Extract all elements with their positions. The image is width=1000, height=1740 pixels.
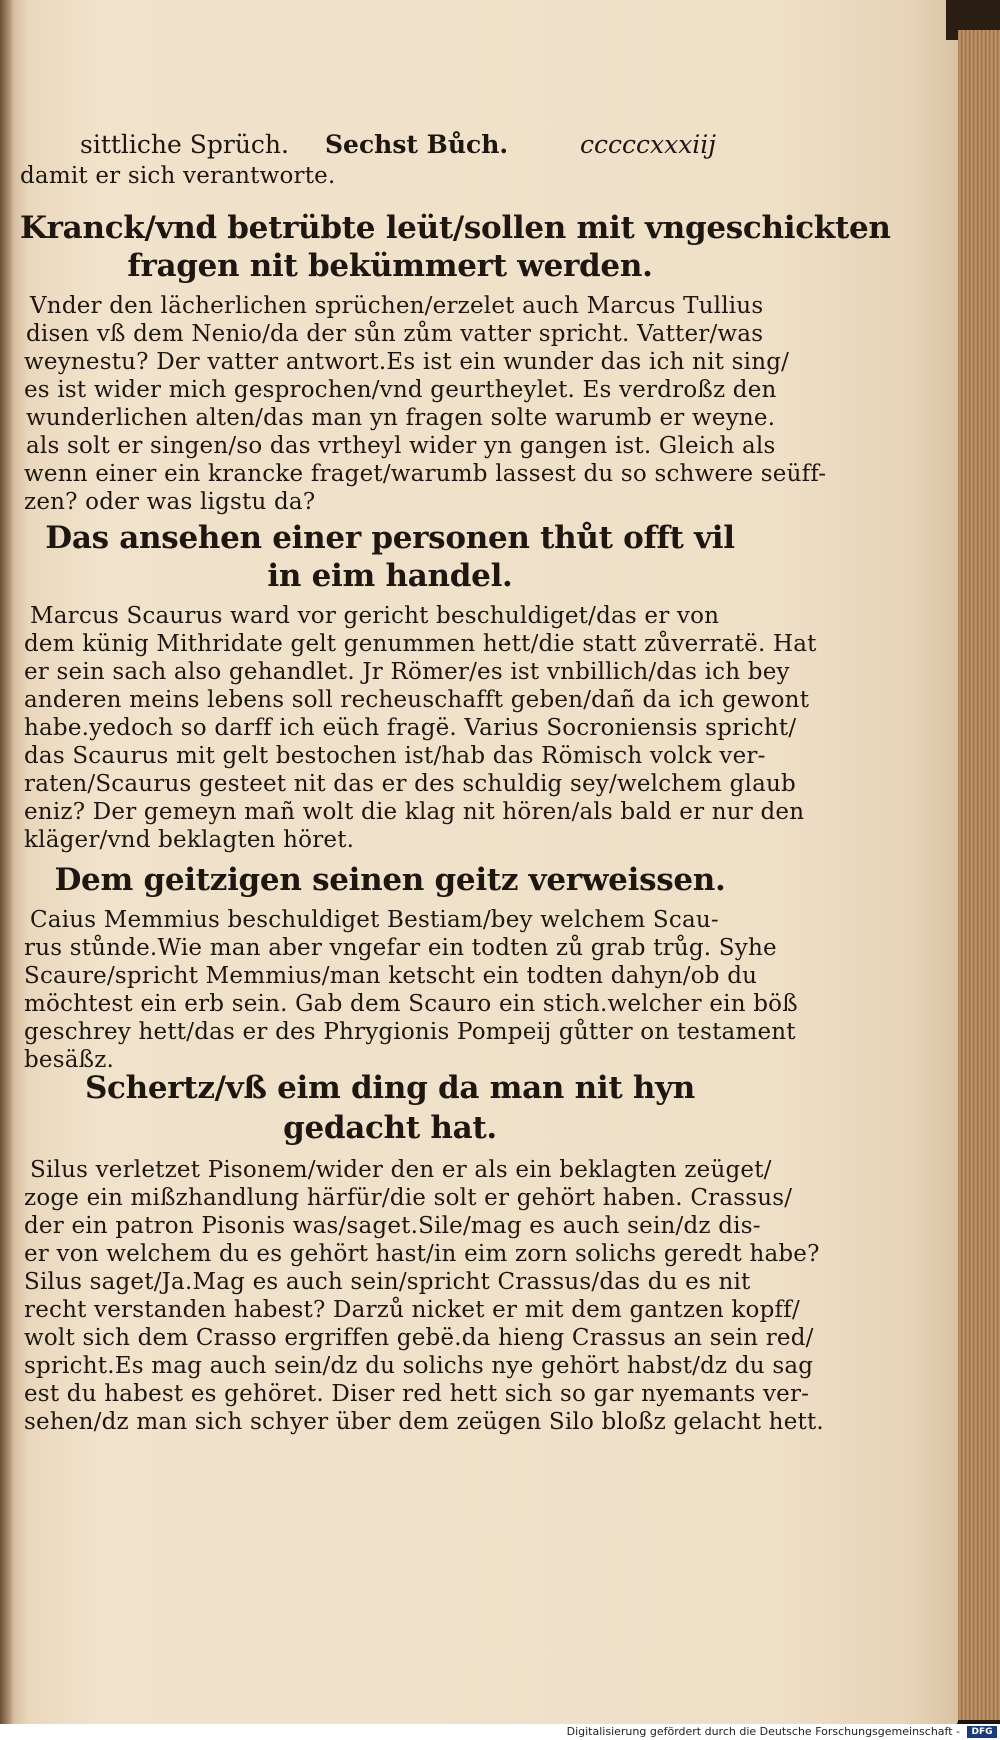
text-line: disen vß dem Nenio/da der sůn zům vatter spricht. Vatter/was [26,321,764,347]
section-heading: gedacht hat. [283,1110,497,1146]
text-line: Silus verletzet Pisonem/wider den er als ein beklagten zeüget/ [30,1157,772,1183]
text-line: besäßz. [24,1047,115,1073]
text-line: kläger/vnd beklagten höret. [24,827,355,853]
text-line: raten/Scaurus gesteet nit das er des schuldig sey/welchem glaub [24,771,796,797]
page-number: cccccxxxiij [580,130,717,159]
section-heading: fragen nit bekümmert werden. [127,248,653,284]
running-head-center: Sechst Bůch. [325,130,509,159]
text-line: wunderlichen alten/das man yn fragen solte warumb er weyne. [26,405,776,431]
text-line: spricht.Es mag auch sein/dz du solichs nye gehört habst/dz du sag [24,1353,814,1379]
text-line: recht verstanden habest? Darzů nicket er mit dem gantzen kopff/ [24,1297,800,1323]
text-line: habe.yedoch so darff ich eüch fragë. Varius Socroniensis spricht/ [24,715,797,741]
text-line: Caius Memmius beschuldiget Bestiam/bey welchem Scau- [30,907,719,933]
footer-credit: Digitalisierung gefördert durch die Deutsche Forschungsgemeinschaft - [566,1725,960,1738]
text-line: est du habest es gehöret. Diser red hett sich so gar nyemants ver- [24,1381,810,1407]
text-line: zen? oder was ligstu da? [24,489,316,515]
section-heading: in eim handel. [267,558,513,594]
text-line: das Scaurus mit gelt bestochen ist/hab das Römisch volck ver- [24,743,766,769]
text-line: damit er sich verantworte. [20,163,336,189]
section-heading: Schertz/vß eim ding da man nit hyn [84,1070,696,1106]
text-line: dem künig Mithridate gelt genummen hett/die statt zůverratë. Hat [24,631,817,657]
text-line: Vnder den lächerlichen sprüchen/erzelet auch Marcus Tullius [30,293,764,319]
text-line: es ist wider mich gesprochen/vnd geurtheylet. Es verdroßz den [24,377,777,403]
text-line: weynestu? Der vatter antwort.Es ist ein wunder das ich nit sing/ [24,349,790,375]
text-line: wenn einer ein krancke fraget/warumb lassest du so schwere seüff- [24,461,827,487]
text-line: wolt sich dem Crasso ergriffen gebë.da hieng Crassus an sein red/ [24,1325,814,1351]
text-line: Silus saget/Ja.Mag es auch sein/spricht Crassus/das du es nit [24,1269,751,1295]
running-head-left: sittliche Sprüch. [80,130,289,159]
section-heading: Das ansehen einer personen thůt offt vil [45,520,735,556]
page-text [20,0,891,1724]
text-line: geschrey hett/das er des Phrygionis Pompeij gůtter on testament [24,1019,796,1045]
text-line: der ein patron Pisonis was/saget.Sile/mag es auch sein/dz dis- [24,1213,761,1239]
section-heading: Kranck/vnd betrübte leüt/sollen mit vngeschickten [20,210,891,246]
text-line: Scaure/spricht Memmius/man ketscht ein todten dahyn/ob du [24,963,758,989]
text-line: er von welchem du es gehört hast/in eim zorn solichs geredt habe? [24,1241,820,1267]
text-line: sehen/dz man sich schyer über dem zeügen Silo bloßz gelacht hett. [24,1409,824,1435]
text-line: zoge ein mißzhandlung härfür/die solt er gehört haben. Crassus/ [24,1185,793,1211]
text-line: Marcus Scaurus ward vor gericht beschuldiget/das er von [30,603,720,629]
fore-edge [958,30,1000,1720]
text-line: als solt er singen/so das vrtheyl wider yn gangen ist. Gleich als [26,433,776,459]
gutter-shadow [0,0,14,1725]
dfg-logo-icon: DFG [967,1726,997,1738]
text-line: er sein sach also gehandlet. Jr Römer/es ist vnbillich/das ich bey [24,659,790,685]
text-line: rus stůnde.Wie man aber vngefar ein todten zů grab trůg. Syhe [24,935,777,961]
text-line: anderen meins lebens soll recheuschafft geben/dañ da ich gewont [24,687,810,713]
text-line: möchtest ein erb sein. Gab dem Scauro ein stich.welcher ein böß [24,991,798,1017]
text-line: eniz? Der gemeyn mañ wolt die klag nit hören/als bald er nur den [24,799,805,825]
section-heading: Dem geitzigen seinen geitz verweissen. [54,862,726,898]
